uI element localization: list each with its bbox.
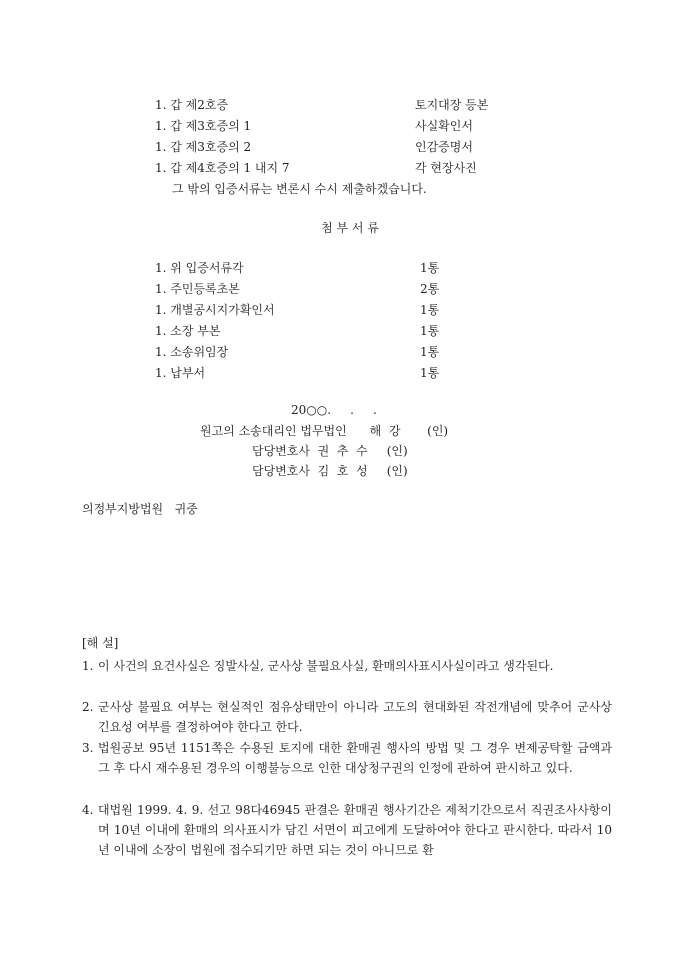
note-number: 1. bbox=[82, 659, 94, 673]
filing-date: 20○○. . . bbox=[291, 403, 377, 417]
evidence-item-desc: 인감증명서 bbox=[415, 140, 473, 154]
evidence-item-desc: 각 현장사진 bbox=[415, 161, 477, 175]
note-text: 법원공보 95년 1151쪽은 수용된 토지에 대한 환매권 행사의 방법 및 그 경우 변제공탁할 금액과 그 후 다시 재수용된 경우의 이행불능으로 인한 대상청구권의 인정에 관하여 판시하고 있다. bbox=[98, 741, 612, 775]
evidence-item bbox=[155, 138, 515, 158]
evidence-item-label: 1. 갑 제3호증의 2 bbox=[155, 140, 252, 154]
note-item bbox=[82, 656, 612, 676]
evidence-item bbox=[155, 117, 515, 137]
note-item bbox=[82, 738, 612, 778]
attachment-item-count: 1통 bbox=[420, 345, 440, 359]
evidence-item bbox=[155, 96, 515, 116]
note-item bbox=[82, 800, 612, 860]
attachment-item-count: 2통 bbox=[420, 282, 440, 296]
evidence-note: 그 밖의 입증서류는 변론시 수시 제출하겠습니다. bbox=[172, 182, 427, 196]
lawyer-signature: 담당변호사 권 추 수 (인) bbox=[252, 444, 408, 458]
note-number: 3. bbox=[82, 741, 94, 755]
attachment-item bbox=[155, 301, 455, 322]
evidence-item-label: 1. 갑 제3호증의 1 bbox=[155, 119, 252, 133]
attachment-item bbox=[155, 322, 455, 343]
attachment-item-label: 1. 납부서 bbox=[155, 366, 206, 380]
attachment-item-label: 1. 주민등록초본 bbox=[155, 282, 240, 296]
note-number: 4. bbox=[82, 803, 94, 817]
evidence-item-label: 1. 갑 제4호증의 1 내지 7 bbox=[155, 161, 290, 175]
attachment-item-count: 1통 bbox=[420, 366, 440, 380]
attachment-item-label: 1. 소송위임장 bbox=[155, 345, 229, 359]
evidence-item bbox=[155, 159, 515, 179]
representative-line: 원고의 소송대리인 법무법인 해 강 (인) bbox=[200, 424, 449, 438]
attachment-item bbox=[155, 364, 455, 385]
attachment-item-count: 1통 bbox=[420, 324, 440, 338]
attachment-item-label: 1. 소장 부본 bbox=[155, 324, 221, 338]
court-addressee: 의정부지방법원 귀중 bbox=[82, 502, 198, 516]
attachment-item-label: 1. 위 입증서류각 bbox=[155, 261, 244, 275]
note-text: 대법원 1999. 4. 9. 선고 98다46945 판결은 환매권 행사기간은 제척기간으로서 직권조사사항이며 10년 이내에 환매의 의사표시가 담긴 서면이 피고에게 도달하여야 한다고 판시한다. 따라서 10년 이내에 소장이 법원에 접수되기만 하면 되는 것이 아니므로 환 bbox=[98, 803, 612, 857]
evidence-item-label: 1. 갑 제2호증 bbox=[155, 98, 229, 112]
attachment-item-count: 1통 bbox=[420, 261, 440, 275]
attachment-item-label: 1. 개별공시지가확인서 bbox=[155, 303, 275, 317]
attachment-item bbox=[155, 259, 455, 280]
attachment-item-count: 1통 bbox=[420, 303, 440, 317]
evidence-item-desc: 사실확인서 bbox=[415, 119, 473, 133]
note-number: 2. bbox=[82, 700, 94, 714]
lawyer-signature: 담당변호사 김 호 성 (인) bbox=[252, 464, 408, 478]
attachments-title: 첨 부 서 류 bbox=[321, 221, 379, 235]
evidence-item-desc: 토지대장 등본 bbox=[415, 98, 489, 112]
attachment-item bbox=[155, 343, 455, 364]
note-item bbox=[82, 697, 612, 737]
note-text: 군사상 불필요 여부는 현실적인 점유상태만이 아니라 고도의 현대화된 작전개념에 맞추어 군사상 긴요성 여부를 결정하여야 한다고 한다. bbox=[98, 700, 612, 734]
notes-header: [해 설] bbox=[82, 636, 119, 650]
attachment-item bbox=[155, 280, 455, 301]
note-text: 이 사건의 요건사실은 징발사실, 군사상 불필요사실, 환매의사표시사실이라고 생각된다. bbox=[98, 659, 554, 673]
